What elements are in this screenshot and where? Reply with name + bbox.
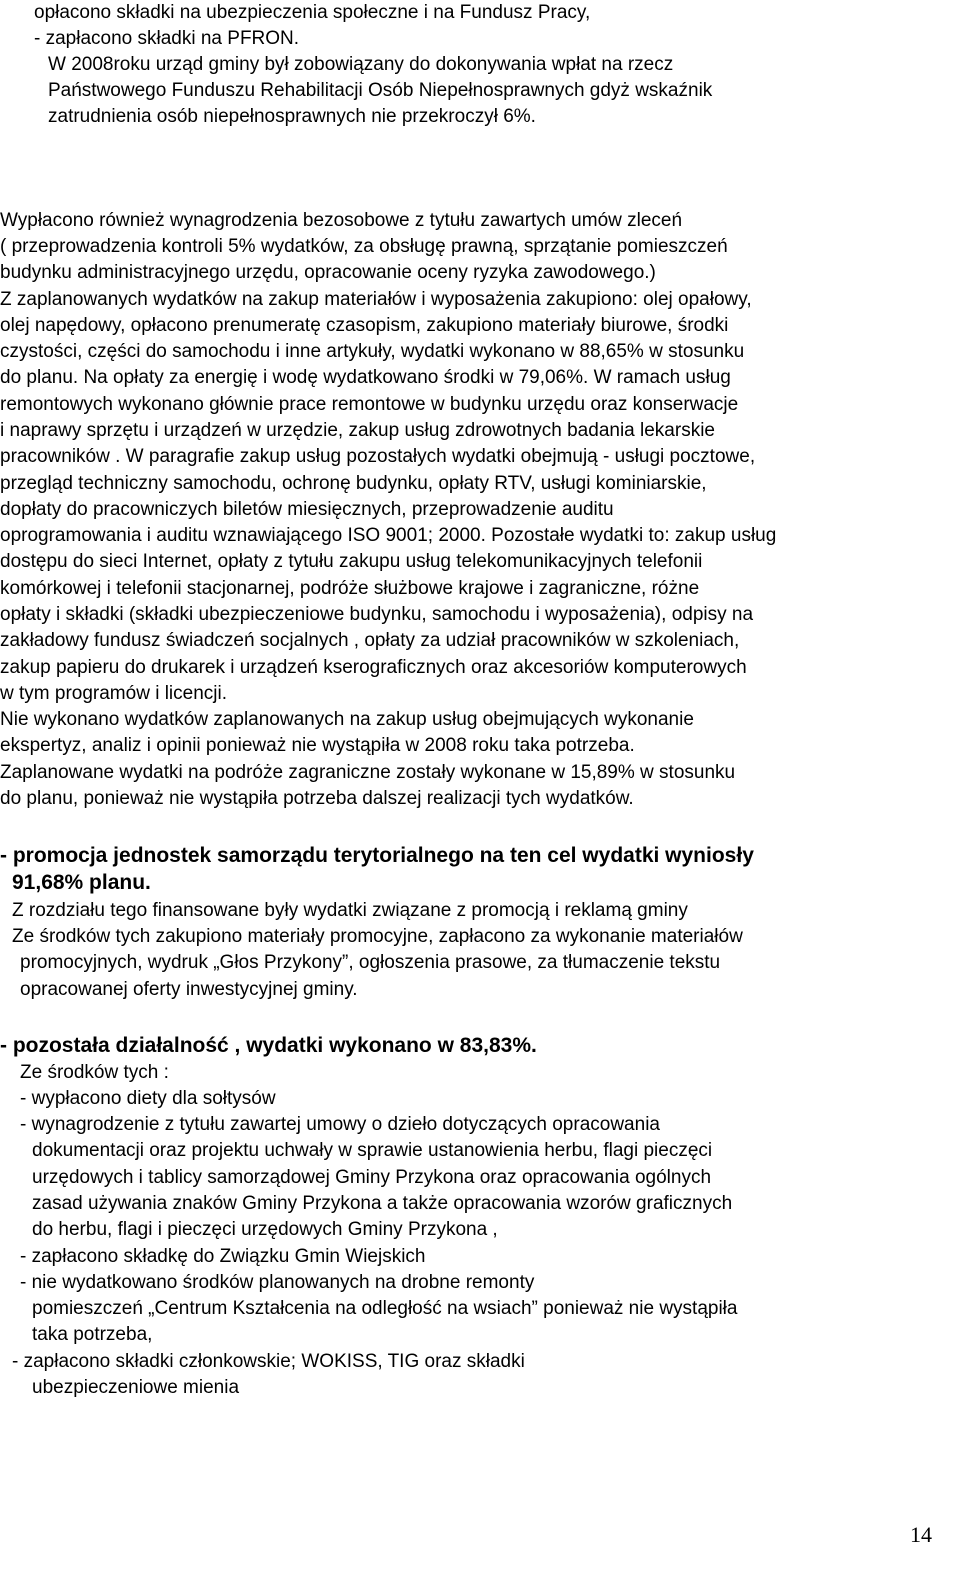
text-line: - zapłacono składkę do Związku Gmin Wiejskich	[20, 1246, 426, 1267]
text-line: remontowych wykonano głównie prace remontowe w budynku urzędu oraz konserwacje	[0, 394, 739, 415]
text-line: czystości, części do samochodu i inne artykuły, wydatki wykonano w 88,65% w stosunku	[0, 341, 745, 362]
text-line: opłaty i składki (składki ubezpieczeniowe budynku, samochodu i wyposażenia), odpisy na	[0, 604, 754, 625]
text-line: ekspertyz, analiz i opinii ponieważ nie wystąpiła w 2008 roku taka potrzeba.	[0, 735, 635, 756]
text-line: budynku administracyjnego urzędu, opracowanie oceny ryzyka zawodowego.)	[0, 262, 656, 283]
text-line: Nie wykonano wydatków zaplanowanych na zakup usług obejmujących wykonanie	[0, 709, 694, 730]
text-line: dopłaty do pracowniczych biletów miesięcznych, przeprowadzenie auditu	[0, 499, 614, 520]
text-line: Zaplanowane wydatki na podróże zagraniczne zostały wykonane w 15,89% w stosunku	[0, 762, 736, 783]
text-line: Ze środków tych :	[20, 1062, 169, 1083]
text-line: do planu. Na opłaty za energię i wodę wydatkowano środki w 79,06%. W ramach usług	[0, 367, 731, 388]
page-number: 14	[910, 1522, 932, 1547]
text-line: zatrudnienia osób niepełnosprawnych nie przekroczył 6%.	[48, 106, 536, 127]
text-line: Państwowego Funduszu Rehabilitacji Osób Niepełnosprawnych gdyż wskaźnik	[48, 80, 713, 101]
text-line: W 2008roku urząd gminy był zobowiązany do dokonywania wpłat na rzecz	[48, 54, 674, 75]
text-line: Z zaplanowanych wydatków na zakup materiałów i wyposażenia zakupiono: olej opałowy,	[0, 289, 752, 310]
text-line: opracowanej oferty inwestycyjnej gminy.	[20, 979, 358, 1000]
text-line: promocyjnych, wydruk „Głos Przykony”, ogłoszenia prasowe, za tłumaczenie tekstu	[20, 952, 721, 973]
section-heading-line: 91,68% planu.	[12, 871, 151, 894]
text-line: taka potrzeba,	[32, 1324, 153, 1345]
text-line: oprogramowania i auditu wznawiającego ISO 9001; 2000. Pozostałe wydatki to: zakup usług	[0, 525, 777, 546]
text-line: zakup papieru do drukarek i urządzeń kserograficznych oraz akcesoriów komputerowych	[0, 657, 747, 678]
text-line: do planu, ponieważ nie wystąpiła potrzeba dalszej realizacji tych wydatków.	[0, 788, 634, 809]
text-line: Wypłacono również wynagrodzenia bezosobowe z tytułu zawartych umów zleceń	[0, 210, 683, 231]
text-line: - nie wydatkowano środków planowanych na drobne remonty	[20, 1272, 535, 1293]
text-line: ( przeprowadzenia kontroli 5% wydatków, za obsługę prawną, sprzątanie pomieszczeń	[0, 236, 728, 257]
text-line: zakładowy fundusz świadczeń socjalnych , opłaty za udział pracowników w szkoleniach,	[0, 630, 740, 651]
text-line: - wynagrodzenie z tytułu zawartej umowy o dzieło dotyczących opracowania	[20, 1114, 660, 1135]
text-line: do herbu, flagi i pieczęci urzędowych Gminy Przykona ,	[32, 1219, 498, 1240]
text-line: ubezpieczeniowe mienia	[32, 1377, 240, 1398]
text-line: pomieszczeń „Centrum Kształcenia na odległość na wsiach” ponieważ nie wystąpiła	[32, 1298, 738, 1319]
text-line: przegląd techniczny samochodu, ochronę budynku, opłaty RTV, usługi kominiarskie,	[0, 473, 707, 494]
text-line: - wypłacono diety dla sołtysów	[20, 1088, 276, 1109]
text-line: w tym programów i licencji.	[0, 683, 227, 704]
text-line: olej napędowy, opłacono prenumeratę czasopism, zakupiono materiały biurowe, środki	[0, 315, 729, 336]
text-line: opłacono składki na ubezpieczenia społeczne i na Fundusz Pracy,	[34, 2, 591, 23]
text-line: komórkowej i telefonii stacjonarnej, podróże służbowe krajowe i zagraniczne, różne	[0, 578, 700, 599]
text-line: dostępu do sieci Internet, opłaty z tytułu zakupu usług telekomunikacyjnych telefonii	[0, 551, 703, 572]
section-heading-line: - pozostała działalność , wydatki wykonano w 83,83%.	[0, 1034, 537, 1057]
section-heading-line: - promocja jednostek samorządu terytorialnego na ten cel wydatki wyniosły	[0, 844, 754, 867]
text-line: dokumentacji oraz projektu uchwały w sprawie ustanowienia herbu, flagi pieczęci	[32, 1140, 713, 1161]
text-line: zasad używania znaków Gminy Przykona a także opracowania wzorów graficznych	[32, 1193, 733, 1214]
text-line: urzędowych i tablicy samorządowej Gminy Przykona oraz opracowania ogólnych	[32, 1167, 712, 1188]
text-line: - zapłacono składki członkowskie; WOKISS, TIG oraz składki	[12, 1351, 525, 1372]
text-line: Ze środków tych zakupiono materiały promocyjne, zapłacono za wykonanie materiałów	[12, 926, 743, 947]
text-line: - zapłacono składki na PFRON.	[34, 28, 300, 49]
text-line: pracowników . W paragrafie zakup usług pozostałych wydatki obejmują - usługi pocztowe,	[0, 446, 756, 467]
text-line: i naprawy sprzętu i urządzeń w urzędzie, zakup usług zdrowotnych badania lekarskie	[0, 420, 715, 441]
text-line: Z rozdziału tego finansowane były wydatki związane z promocją i reklamą gminy	[12, 900, 688, 921]
